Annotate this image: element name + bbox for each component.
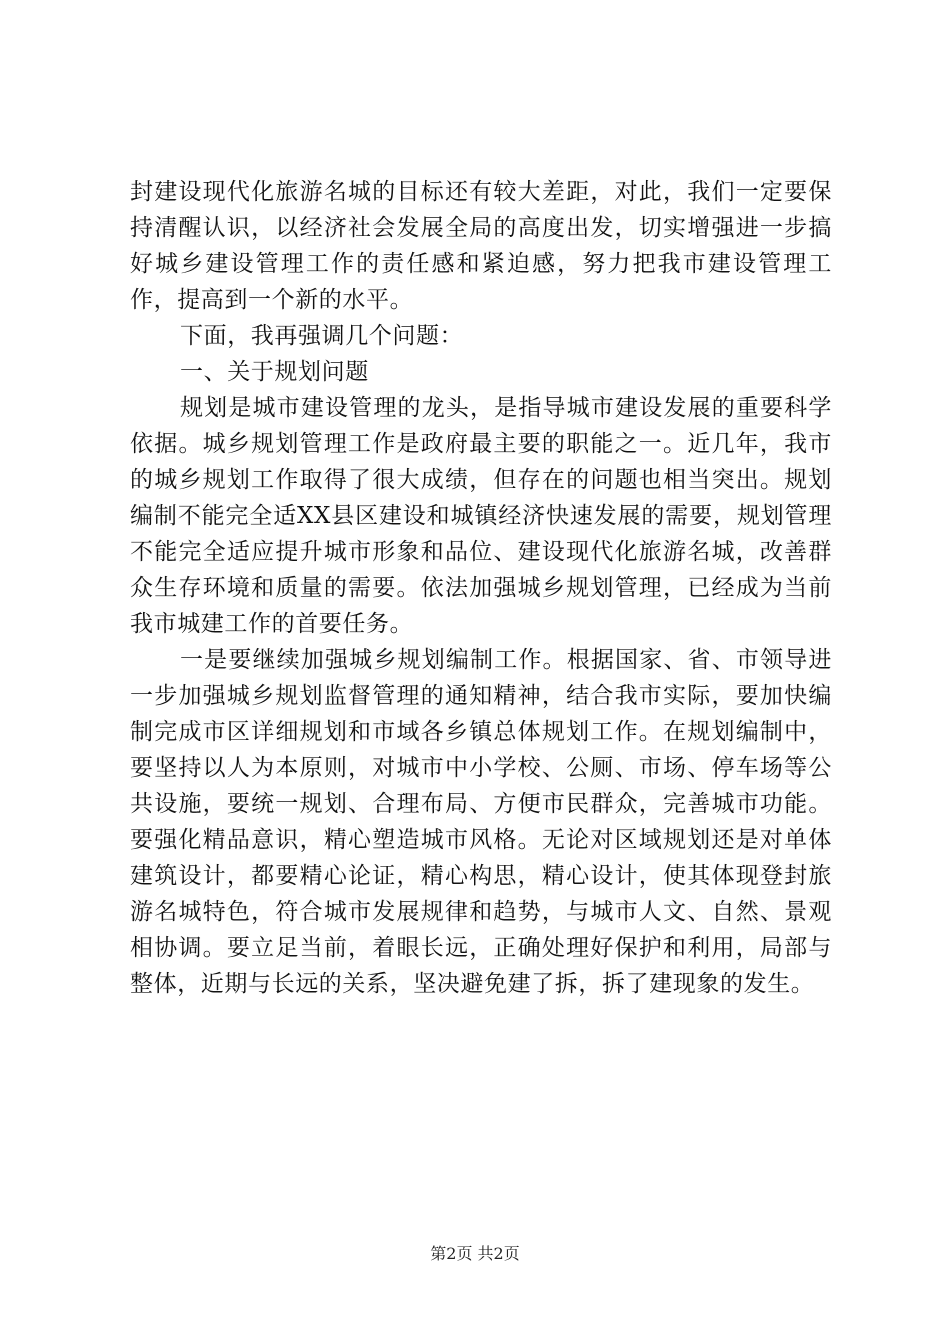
paragraph-continuation: 封建设现代化旅游名城的目标还有较大差距，对此，我们一定要保持清醒认识，以经济社会发展全局的高度出发，切实增强进一步搞好城乡建设管理工作的责任感和紧迫感，努力把我市建设管理工作，提高到一个新的水平。 xyxy=(130,179,832,313)
document-body xyxy=(130,174,832,1002)
paragraph-planning-compilation: 一是要继续加强城乡规划编制工作。根据国家、省、市领导进一步加强城乡规划监督管理的通知精神，结合我市实际，要加快编制完成市区详细规划和市域各乡镇总体规划工作。在规划编制中，要坚持以人为本原则，对城市中小学校、公厕、市场、停车场等公共设施，要统一规划、合理布局、方便市民群众，完善城市功能。要强化精品意识，精心塑造城市风格。无论对区域规划还是对单体建筑设计，都要精心论证，精心构思，精心设计，使其体现登封旅游名城特色，符合城市发展规律和趋势，与城市人文、自然、景观相协调。要立足当前，着眼长远，正确处理好保护和利用，局部与整体，近期与长远的关系，坚决避免建了拆，拆了建现象的发生。 xyxy=(130,647,832,997)
paragraph-intro: 下面，我再强调几个问题： xyxy=(180,323,464,349)
page-footer: 第2页 共2页 xyxy=(430,1244,520,1263)
section-heading: 一、关于规划问题 xyxy=(180,359,369,385)
paragraph-planning: 规划是城市建设管理的龙头，是指导城市建设发展的重要科学依据。城乡规划管理工作是政府最主要的职能之一。近几年，我市的城乡规划工作取得了很大成绩，但存在的问题也相当突出。规划编制不能完全适XX县区建设和城镇经济快速发展的需要，规划管理不能完全适应提升城市形象和品位、建设现代化旅游名城，改善群众生存环境和质量的需要。依法加强城乡规划管理，已经成为当前我市城建工作的首要任务。 xyxy=(130,395,832,637)
